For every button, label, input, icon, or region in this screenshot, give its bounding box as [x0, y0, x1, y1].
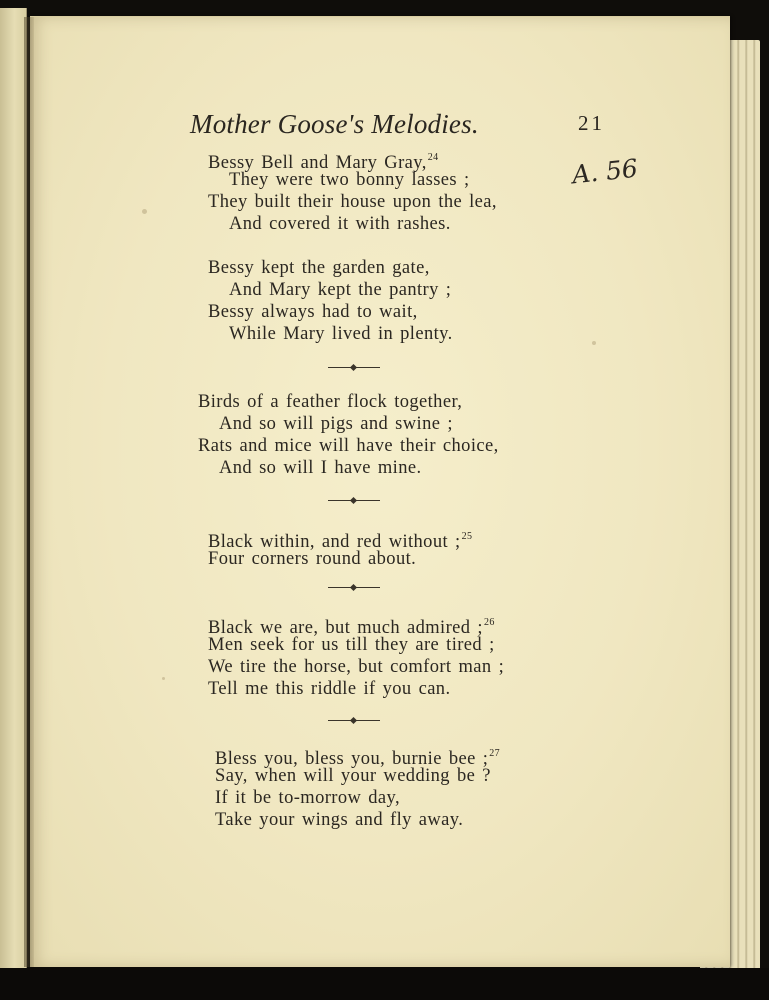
book-page	[30, 16, 730, 967]
binding-gutter-shadow	[24, 17, 34, 967]
paper-foxing-spot	[162, 677, 165, 680]
poem-line: Tell me this riddle if you can.	[208, 679, 451, 699]
footnote-marker: 27	[489, 748, 501, 759]
poem-line: While Mary lived in plenty.	[229, 324, 453, 344]
poem-line: We tire the horse, but comfort man ;	[208, 657, 505, 677]
paper-foxing-spot	[592, 341, 596, 345]
running-title: Mother Goose's Melodies.	[190, 109, 479, 139]
poem-black-we-are	[208, 612, 504, 700]
poem-line: And so will I have mine.	[219, 458, 422, 478]
poem-line: And covered it with rashes.	[229, 214, 451, 234]
poem-line: Men seek for us till they are tired ;	[208, 635, 495, 655]
poem-line: Take your wings and fly away.	[215, 810, 464, 830]
stanza-gap	[208, 235, 497, 257]
section-divider	[328, 500, 380, 501]
page-header	[190, 109, 610, 149]
poem-line: Bessy kept the garden gate,	[208, 258, 430, 278]
page-number: 21	[578, 111, 605, 135]
facing-page-edge	[0, 8, 27, 970]
poem-line: Birds of a feather flock together,	[198, 392, 463, 412]
poem-line: Bessy always had to wait,	[208, 302, 418, 322]
poem-line: If it be to-morrow day,	[215, 788, 401, 808]
poem-bessy-bell	[208, 147, 497, 345]
line-text: Bessy Bell and Mary Gray,	[208, 153, 427, 173]
poem-line: They were two bonny lasses ;	[229, 170, 470, 190]
section-divider	[328, 367, 380, 368]
poem-line: And so will pigs and swine ;	[219, 414, 453, 434]
poem-line	[208, 147, 497, 173]
poem-line	[208, 612, 504, 638]
poem-line: And Mary kept the pantry ;	[229, 280, 452, 300]
poem-black-within	[208, 526, 472, 570]
line-text: Black within, and red without ;	[208, 532, 461, 552]
footnote-marker: 24	[427, 152, 439, 163]
handwritten-shelf-mark: A. 56	[570, 153, 640, 190]
section-divider	[328, 587, 380, 588]
footnote-marker: 26	[483, 617, 495, 628]
poem-line	[215, 743, 501, 769]
poem-line: They built their house upon the lea,	[208, 192, 497, 212]
poem-line: Rats and mice will have their choice,	[198, 436, 499, 456]
poem-birds-of-a-feather	[198, 391, 499, 479]
line-text: Black we are, but much admired ;	[208, 618, 483, 638]
section-divider	[328, 720, 380, 721]
scan-background-bottom	[0, 968, 769, 1000]
poem-line	[208, 526, 473, 552]
poem-line: Four corners round about.	[208, 549, 417, 569]
paper-foxing-spot	[142, 209, 147, 214]
poem-line: Say, when will your wedding be ?	[215, 766, 491, 786]
poem-burnie-bee	[215, 743, 500, 831]
footnote-marker: 25	[461, 531, 473, 542]
line-text: Bless you, bless you, burnie bee ;	[215, 749, 489, 769]
